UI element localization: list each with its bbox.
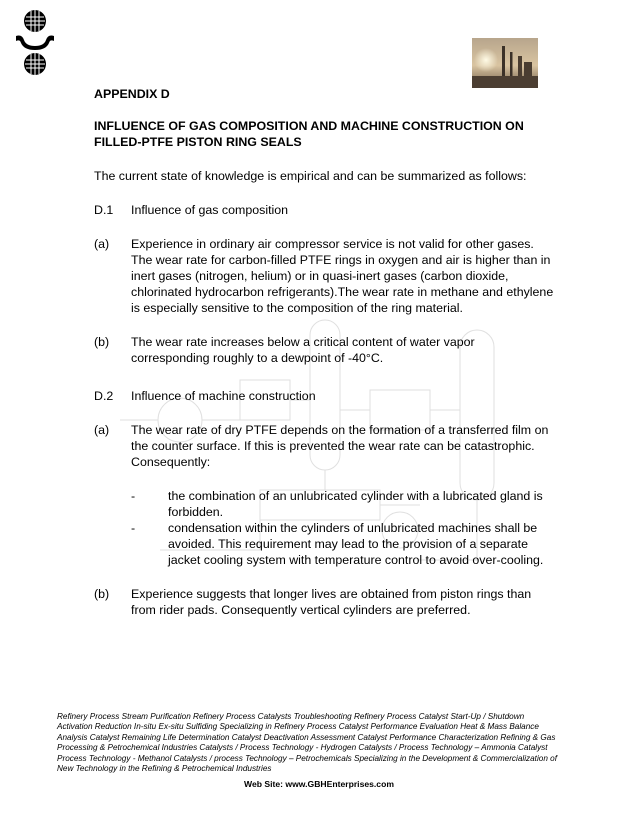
item-label: (a): [94, 423, 110, 437]
intro-paragraph: The current state of knowledge is empirical and can be summarized as follows:: [94, 169, 527, 183]
bullet-text: the combination of an unlubricated cylinder with a lubricated gland is forbidden.: [168, 489, 543, 519]
section-number: D.1: [94, 203, 114, 217]
section-d2-item-a: [94, 422, 554, 470]
refinery-photo: [472, 38, 538, 88]
section-d1-item-a: [94, 236, 554, 316]
item-label: (a): [94, 237, 110, 251]
section-title: Influence of gas composition: [131, 203, 289, 217]
section-title: Influence of machine construction: [131, 389, 316, 403]
section-d2-item-b: [94, 586, 554, 618]
item-text: Experience suggests that longer lives are obtained from piston rings than from rider pads. Consequently vertical cylinders are preferred.: [131, 587, 532, 617]
section-d1-item-b: [94, 334, 554, 366]
website-link[interactable]: Web Site: www.GBHEnterprises.com: [244, 779, 394, 789]
bullet-text: condensation within the cylinders of unlubricated machines shall be avoided. This requirement may lead to the provision of a separate jacket cooling system with temperature control to avoid over-cooling.: [168, 521, 544, 567]
item-text: Experience in ordinary air compressor service is not valid for other gases. The wear rate for carbon-filled PTFE rings in oxygen and air is higher than in inert gases (nitrogen, helium) or in quasi-inert gases (carbon dioxide, chlorinated hydrocarbon refrigerants).The wear rate in methane and ethylene is especially sensitive to the composition of the ring material.: [131, 237, 554, 315]
item-text: The wear rate increases below a critical content of water vapor corresponding roughly to a dewpoint of -40°C.: [131, 335, 475, 365]
appendix-heading: APPENDIX D: [94, 87, 170, 101]
item-label: (b): [94, 587, 110, 601]
document-title: INFLUENCE OF GAS COMPOSITION AND MACHINE CONSTRUCTION ON FILLED-PTFE PISTON RING SEALS: [94, 119, 524, 149]
section-d1-heading: [94, 202, 554, 218]
list-item: [131, 520, 554, 568]
bullet-mark: -: [131, 521, 136, 535]
section-number: D.2: [94, 389, 114, 403]
document-body: [94, 86, 554, 618]
bullet-mark: -: [131, 489, 136, 503]
section-d2-heading: [94, 388, 554, 404]
company-logo-icon: [12, 8, 58, 78]
item-text: The wear rate of dry PTFE depends on the formation of a transferred film on the counter surface. If this is prevented the wear rate can be catastrophic. Consequently:: [131, 423, 549, 469]
footer-services-text: Refinery Process Stream Purification Refinery Process Catalysts Troubleshooting Refinery Process Catalyst Start-Up / Shutdown Activation Reduction In-situ Ex-situ Sulfiding Specializing in Refinery Process Catalyst Performance Evaluation Heat & Mass Balance Analysis Catalyst Remaining Life Determination Catalyst Deactivation Assessment Catalyst Performance Characterization Refining & Gas Processing & Petrochemical Industries Catalysts / Process Technology - Hydrogen Catalysts / Process Technology – Ammonia Catalyst Process Technology - Methanol Catalysts / process Technology – Petrochemicals Specializing in the Development & Commercialization of New Technology in the Refining & Petrochemical Industries: [57, 712, 557, 774]
item-label: (b): [94, 335, 110, 349]
list-item: [131, 488, 554, 520]
